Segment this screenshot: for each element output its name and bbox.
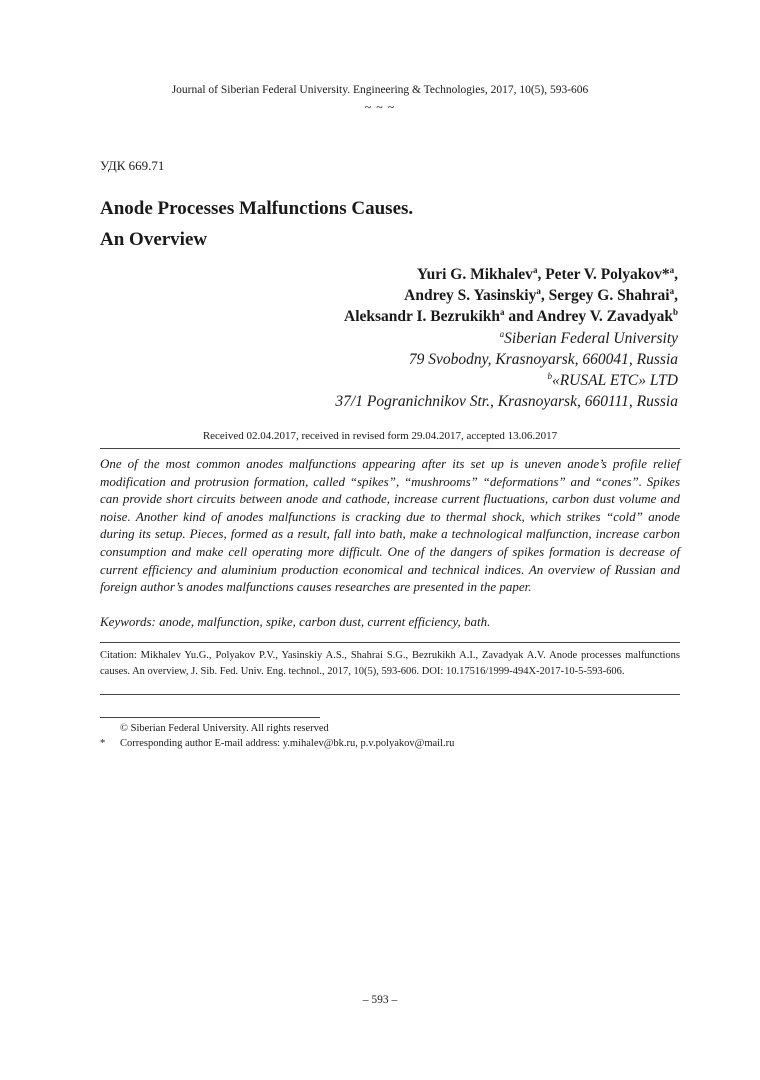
- article-title: [100, 193, 413, 255]
- author-name: Peter V. Polyakov*: [545, 266, 670, 283]
- footnote-copyright: [100, 721, 329, 736]
- author-affil-mark: a: [536, 285, 541, 296]
- author-affil-mark: a: [669, 264, 675, 275]
- author-affil-mark: b: [672, 306, 678, 317]
- footnote-mark: *: [100, 738, 106, 749]
- affil-name: «RUSAL ETC» LTD: [551, 372, 678, 389]
- author-name: Aleksandr I. Bezrukikh: [344, 308, 501, 325]
- author-separator: ,: [537, 266, 546, 283]
- footnote-divider: [100, 717, 320, 718]
- affil-name: Siberian Federal University: [504, 330, 678, 347]
- title-line-2: An Overview: [100, 229, 208, 250]
- udk-code: УДК 669.71: [100, 158, 165, 173]
- author-line: [344, 264, 678, 285]
- journal-header: Journal of Siberian Federal University. Engineering & Technologies, 2017, 10(5), 593-606: [171, 84, 589, 96]
- copyright-text: © Siberian Federal University. All rights reserved: [120, 723, 329, 734]
- author-affil-mark: a: [532, 264, 538, 275]
- footnote-corresponding: [100, 736, 454, 751]
- divider: [100, 694, 680, 695]
- affiliation-b-address: 37/1 Pogranichnikov Str., Krasnoyarsk, 660111, Russia: [335, 393, 678, 410]
- divider: [100, 642, 680, 643]
- header-separator: ~ ~ ~: [364, 100, 396, 114]
- author-affil-mark: a: [669, 285, 675, 296]
- author-name: Andrey S. Yasinskiy: [404, 287, 537, 304]
- citation: Citation: Mikhalev Yu.G., Polyakov P.V., Yasinskiy A.S., Shahrai S.G., Bezrukikh A.I., Zavadyak A.V. Anode processes malfunctions causes. An overview, J. Sib. Fed. Univ. Eng. technol., 2017, 10(5), 593-606. DOI: 10.17516/1999-494X-2017-10-5-593-606.: [100, 650, 680, 677]
- keywords: Keywords: anode, malfunction, spike, carbon dust, current efficiency, bath.: [100, 614, 491, 629]
- author-list: [344, 264, 678, 327]
- divider: [100, 448, 680, 449]
- received-dates: Received 02.04.2017, received in revised form 29.04.2017, accepted 13.06.2017: [202, 430, 558, 442]
- author-line: [344, 306, 678, 327]
- author-name: Andrey V. Zavadyak: [536, 308, 673, 325]
- abstract: One of the most common anodes malfunctions appearing after its set up is uneven anode’s profile relief modification and protrusion formation, called “spikes”, “mushrooms” “deformations” and “cones”. Spikes can provide short circuits between anode and cathode, increase current fluctuations, carbon dust volume and noise. Another kind of anodes malfunctions is cracking due to thermal shock, which strikes “cold” anode during its setup. Pieces, formed as a result, fall into bath, make a technological malfunction, increase carbon consumption and make cell operating more difficult. One of the dangers of spikes formation is decrease of current efficiency and aluminium production economical and technical indices. An overview of Russian and foreign author’s anodes malfunctions causes researches are presented in the paper.: [100, 456, 680, 595]
- page-number: – 593 –: [362, 994, 398, 1006]
- author-separator: ,: [674, 266, 678, 283]
- author-name: Yuri G. Mikhalev: [416, 266, 533, 283]
- affiliations: [335, 328, 678, 412]
- affiliation-a-address: 79 Svobodny, Krasnoyarsk, 660041, Russia: [408, 351, 678, 368]
- author-separator: and: [504, 308, 537, 325]
- corresponding-text: Corresponding author E-mail address: y.mihalev@bk.ru, p.v.polyakov@mail.ru: [120, 738, 455, 749]
- author-name: Sergey G. Shahrai: [548, 287, 670, 304]
- author-line: [344, 285, 678, 306]
- affiliation-b: [335, 370, 678, 391]
- affil-mark: a: [499, 328, 505, 339]
- affiliation-a: [335, 328, 678, 349]
- affil-mark: b: [547, 370, 552, 381]
- author-affil-mark: a: [500, 306, 505, 317]
- author-separator: ,: [674, 287, 678, 304]
- title-line-1: Anode Processes Malfunctions Causes.: [100, 198, 414, 219]
- author-separator: ,: [540, 287, 549, 304]
